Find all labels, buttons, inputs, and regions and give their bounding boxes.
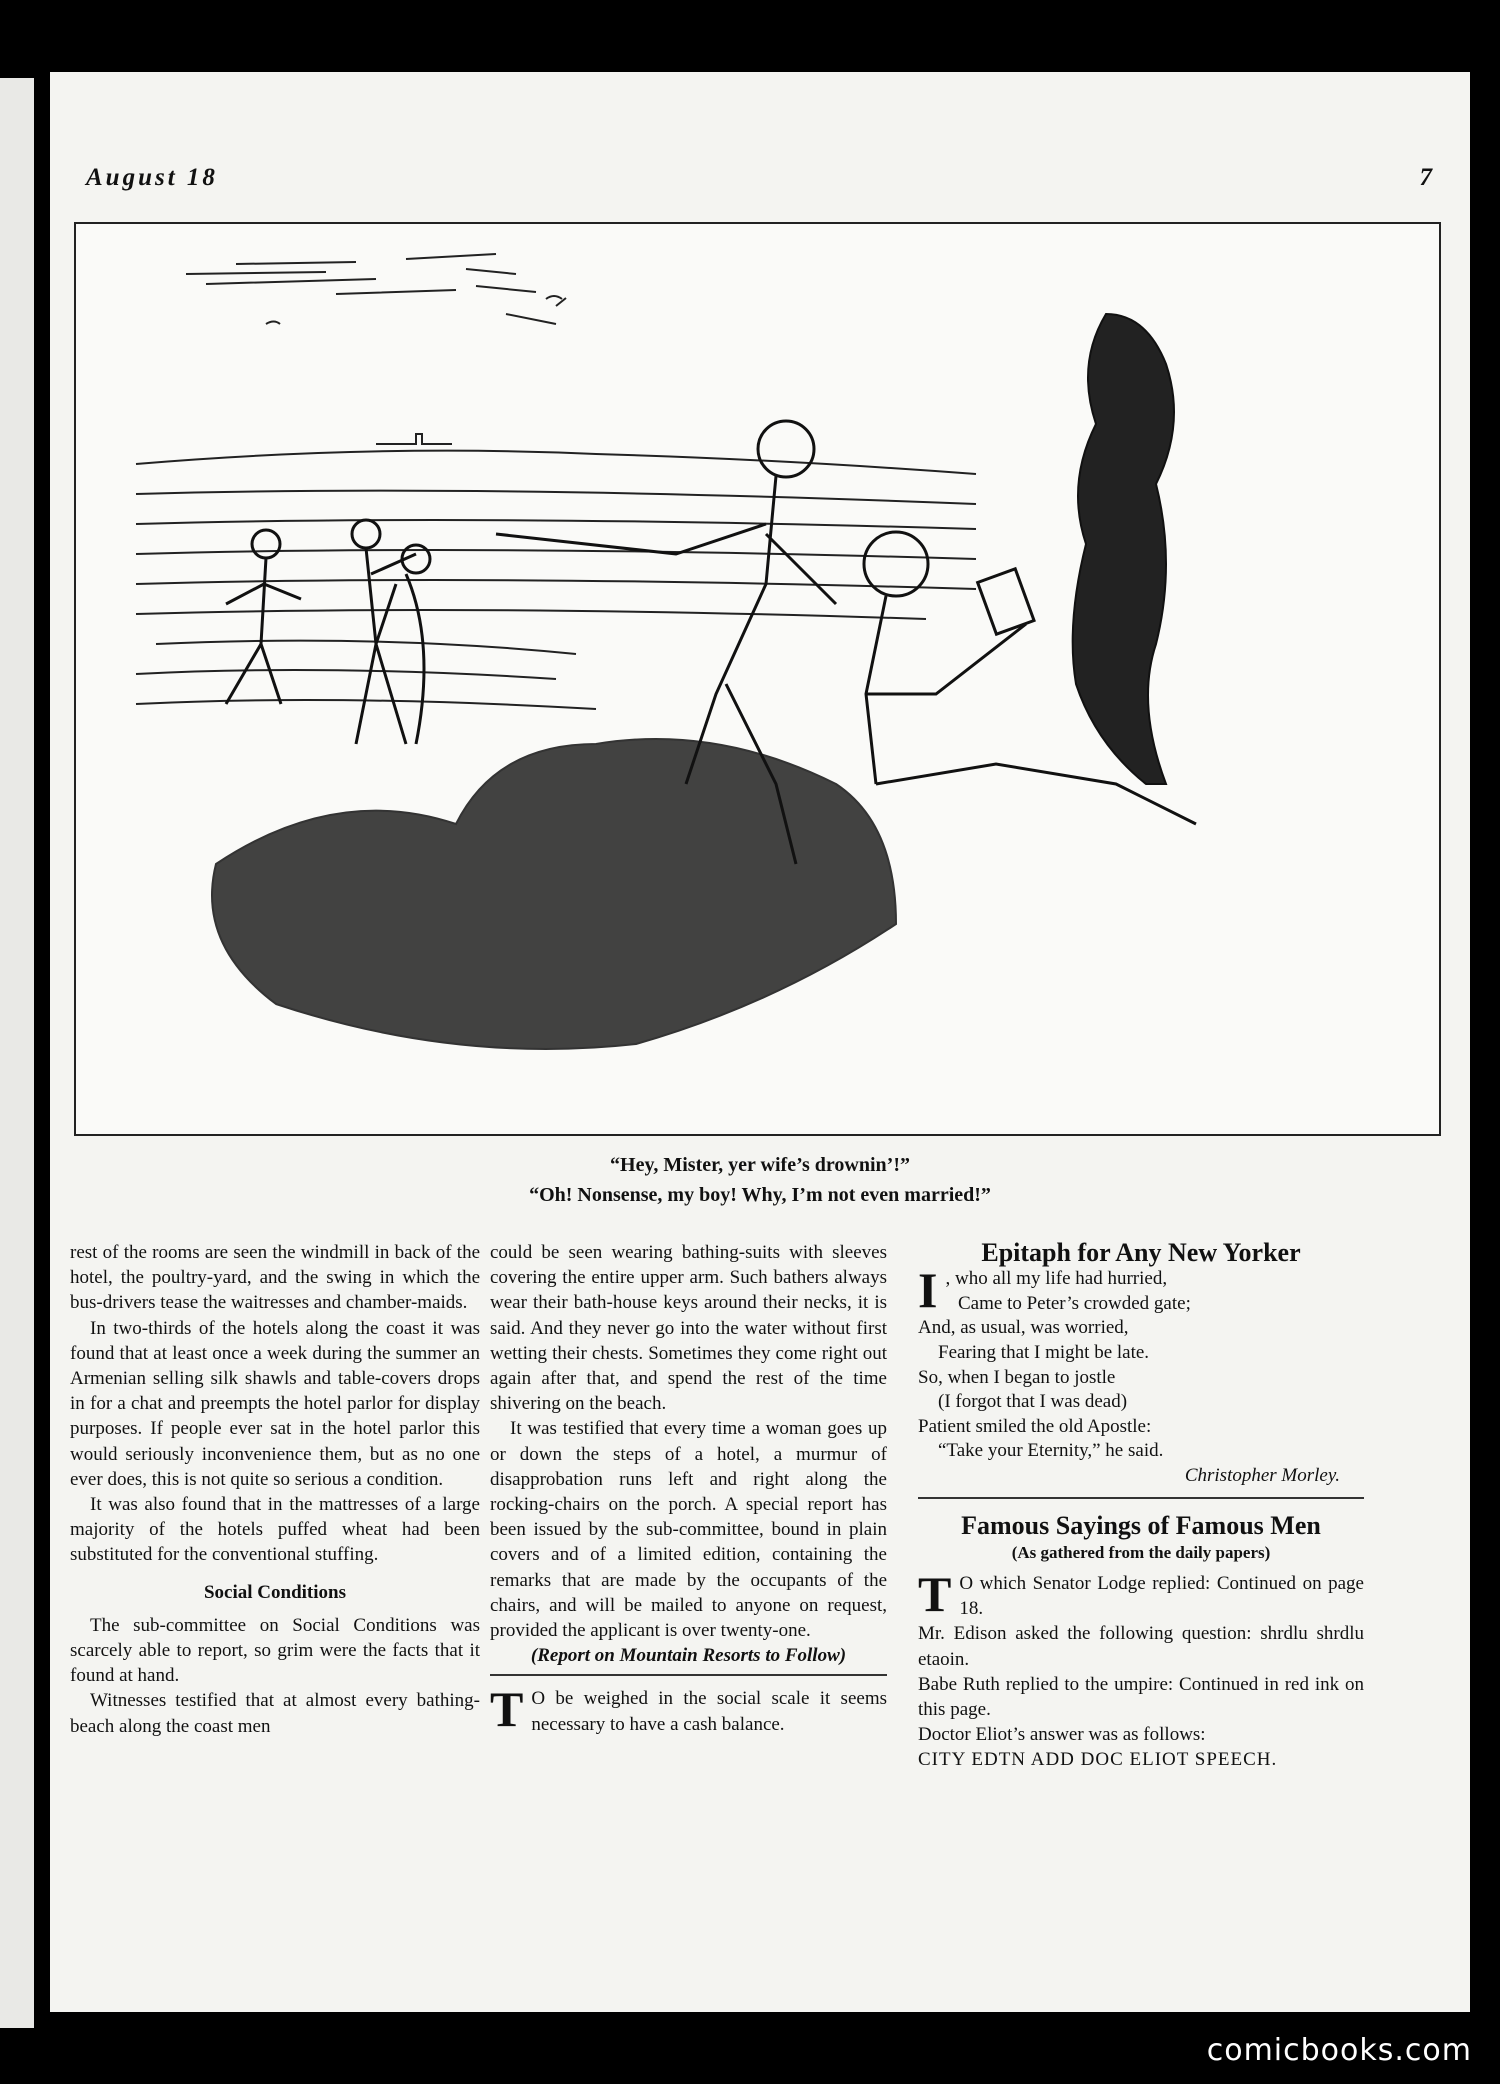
site-watermark: comicbooks.com [1206,2033,1472,2068]
saying [918,1565,1364,1622]
poem-line: So, when I began to jostle [918,1366,1116,1388]
col1-paragraph: It was also found that in the mattresses of a large majority of the hotels puffed wheat had been substituted for the conventional stuffing. [70,1494,480,1566]
caption-line-2: “Oh! Nonsense, my boy! Why, I’m not even married!” [529,1184,991,1206]
divider [918,1497,1364,1499]
article-column-3 [918,1240,1364,1773]
poem-line: And, as usual, was worried, [918,1317,1129,1339]
saying: Babe Ruth replied to the umpire: Continued in red ink on this page. [918,1673,1364,1720]
section-heading-social-conditions: Social Conditions [203,1581,346,1603]
col1-paragraph: The sub-committee on Social Conditions was scarcely able to report, so grim were the facts that it found at hand. [70,1614,480,1687]
followup-note: (Report on Mountain Resorts to Follow) [530,1645,847,1667]
adjacent-page-edge [0,78,34,2028]
drop-cap: I [918,1262,938,1319]
poem-line: Fearing that I might be late. [938,1341,1150,1363]
col1-paragraph: In two-thirds of the hotels along the coast it was found that at least once a week during the summer an Armenian selling silk shawls and table-covers drops in for a chat and preempts the hotel parlor for display purposes. If people ever sat in the hotel parlor this would seriously inconvenience them, but as no one ever does, this is not quite so serious a condition. [70,1317,480,1490]
poem-line: (I forgot that I was dead) [938,1391,1128,1413]
page-number: 7 [1419,164,1432,191]
poem-title: Epitaph for Any New Yorker [981,1238,1301,1267]
saying-text: O which Senator Lodge replied: Continued on page 18. [959,1572,1364,1620]
col2-paragraph: It was testified that every time a woman goes up or down the steps of a hotel, a murmur of disapprobation runs left and right along the rocking-chairs on the porch. A special report has been issued by the sub-committee, bound in plain covers and of a limited edition, containing the remarks that are made by the occupants of the chairs, and will be mailed to anyone on request, provided the applicant is over twenty-one. [490,1418,887,1642]
poem-author: Christopher Morley. [1184,1464,1340,1486]
cash-balance-paragraph [490,1681,887,1738]
col1-paragraph: rest of the rooms are seen the windmill in back of the hotel, the poultry-yard, and the swing in which the bus-drivers tease the waitresses and chamber-maids. [70,1242,480,1314]
poem-body [918,1262,1364,1488]
col1-paragraph: Witnesses testified that at almost every bathing-beach along the coast men [70,1690,480,1737]
drop-cap: T [918,1565,952,1622]
drop-cap: T [490,1681,524,1738]
sayings-title: Famous Sayings of Famous Men [961,1510,1321,1540]
paragraph-text: O be weighed in the social scale it seems necessary to have a cash balance. [531,1688,887,1735]
poem-line: “Take your Eternity,” he said. [938,1440,1164,1462]
saying: Mr. Edison asked the following question: shrdlu shrdlu etaoin. [918,1623,1364,1670]
cartoon-illustration [74,222,1441,1136]
saying-caps: CITY EDTN ADD DOC ELIOT SPEECH. [918,1749,1278,1771]
article-column-1 [70,1240,480,1739]
col2-paragraph: could be seen wearing bathing-suits with sleeves covering the entire upper arm. Such bathers always wear their bath-house keys around their necks, it is said. And they never go into the water without first wetting their chests. Sometimes they come right out again after that, and spend the rest of the time shivering on the beach. [490,1242,887,1415]
caption-line-1: “Hey, Mister, yer wife’s drownin’!” [610,1154,910,1176]
issue-date: August 18 [86,164,218,191]
article-column-2 [490,1240,887,1737]
beach-cartoon-drawing [76,224,1439,1134]
magazine-page [50,72,1470,2012]
poem-line: , who all my life had hurried, [945,1268,1168,1290]
sayings-subtitle: (As gathered from the daily papers) [1011,1542,1271,1562]
poem-line: Came to Peter’s crowded gate; [958,1292,1191,1314]
poem-line: Patient smiled the old Apostle: [918,1415,1152,1437]
saying: Doctor Eliot’s answer was as follows: [918,1724,1206,1746]
cartoon-caption [50,1150,1470,1210]
divider [490,1674,887,1676]
